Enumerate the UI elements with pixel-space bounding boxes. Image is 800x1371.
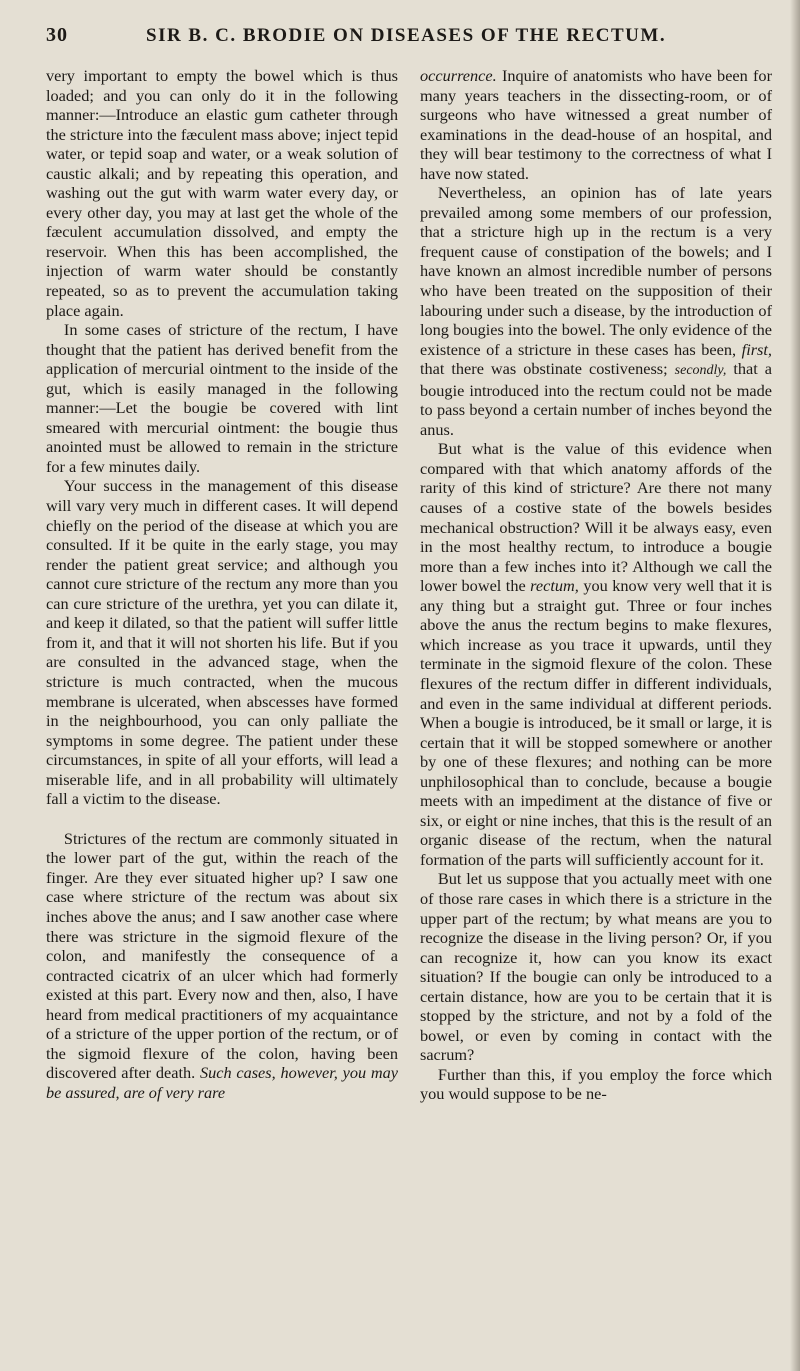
paragraph-text: Strictures of the rectum are commonly situated in the lower part of the gut, within the reach of the finger. Are they ever situated higher up? I saw one case where stricture of the rectum was about six inches above the anus; and I saw another case where there was stricture in the sigmoid flexure of the colon, and manifestly the consequence of a contracted cicatrix of an ulcer which had formerly existed at this part. Every now and then, also, I have heard from medical practitioners of my acquaintance of a stricture of the upper portion of the rectum, or of the sigmoid flexure of the colon, having been discovered after death.: [46, 828, 398, 1083]
italic-text: Such cases, however, you may be assured, are of very rare: [46, 1063, 399, 1102]
paragraph-text: Inquire of anatomists who have been for many years teachers in the dissecting-room, or of surgeons who have witnessed a great number of examinations in the dead-house of an hospital, and they will bear testimony to the correctness of what I have now stated.: [420, 66, 772, 183]
italic-text: occurrence.: [420, 66, 497, 85]
text-columns: [46, 66, 776, 1104]
paragraph: [46, 829, 398, 1103]
paragraph-text: But what is the value of this evidence when compared with that which anatomy affords of the rarity of this kind of stricture? Are there not many causes of a costive state of the bowels besides mechanical obstruction? Will it be always easy, even in the most healthy rectum, to introduce a bougie more than a few inches into it? Although we call the lower bowel the: [420, 439, 772, 596]
paragraph: Your success in the management of this disease will vary very much in different cases. It will depend chiefly on the period of the disease at which you are consulted. If it be quite in the early stage, you may render the patient great service; and although you cannot cure stricture of the rectum any more than you can cure stricture of the urethra, yet you can dilate it, and keep it dilated, so that the patient will suffer little from it, and that it will not shorten his life. But if you are consulted in the advanced stage, when the stricture is much contracted, when the mucous membrane is ulcerated, when abscesses have formed in the neighbourhood, you can only palliate the symptoms in some degree. The patient under these circumstances, in spite of all your efforts, will lead a miserable life, and in all probability will ultimately fall a victim to the disease.: [46, 476, 398, 809]
paragraph: But let us suppose that you actually meet with one of those rare cases in which there is a stricture in the upper part of the rectum; by what means are you to recognize the disease in the living person? Or, if you can recognize it, how can you know its exact situation? If the bougie can only be introduced to a certain distance, how are you to be certain that it is stopped by the stricture, and not by a fold of the bowel, or even by coming in contact with the sacrum?: [420, 869, 772, 1065]
paragraph: In some cases of stricture of the rectum, I have thought that the patient has derived benefit from the application of mercurial ointment to the inside of the gut, which is easily managed in the following manner:—Let the bougie be covered with lint smeared with mercurial ointment: the bougie thus anointed must be allowed to remain in the stricture for a few minutes daily.: [46, 320, 398, 476]
paragraph-text: that there was obstinate costiveness;: [420, 359, 668, 379]
right-column: [420, 66, 772, 1104]
italic-text: first,: [741, 339, 772, 359]
italic-text: rectum,: [530, 576, 579, 596]
left-column: [46, 66, 398, 1104]
paragraph-text: that a bougie introduced into the rectum could not be made to pass beyond a certain number of inches beyond the anus.: [420, 359, 772, 439]
paragraph: [420, 439, 772, 869]
paragraph: very important to empty the bowel which is thus loaded; and you can only do it in the following manner:—Introduce an elastic gum catheter through the stricture into the fæculent mass above; inject tepid water, or tepid soap and water, or a weak solution of caustic alkali; and by repeating this operation, and washing out the gut with warm water every day, or every other day, you may at last get the whole of the fæculent accumulation dissolved, and empty the reservoir. When this has been accomplished, the injection of warm water should be constantly repeated, so as to prevent the accumulation taking place again.: [46, 66, 398, 320]
paragraph: [420, 183, 772, 439]
page-number: 30: [46, 24, 68, 46]
paragraph: [420, 66, 772, 183]
page-header: [46, 24, 776, 58]
running-head: SIR B. C. BRODIE ON DISEASES OF THE RECTUM.: [146, 25, 667, 46]
paragraph-text: you know very well that it is any thing but a straight gut. Three or four inches above the anus the rectum begins to make flexures, which increase as you trace it upwards, until they terminate in the sigmoid flexure of the colon. These flexures of the rectum differ in different individuals, and even in the same individual at different periods. When a bougie is introduced, be it small or large, it is certain that it will be stopped somewhere or another by one of these flexures; and nothing can be more unphilosophical than to conclude, because a bougie meets with an impediment at the distance of five or six, or eight or nine inches, that this is the result of an organic disease of the rectum, when the natural formation of the parts will sufficiently account for it.: [420, 576, 772, 869]
paragraph: Further than this, if you employ the force which you would suppose to be ne-: [420, 1064, 772, 1104]
italic-text: secondly,: [674, 363, 727, 379]
paragraph-text: Nevertheless, an opinion has of late years prevailed among some members of our profession, that a stricture high up in the rectum is a very frequent cause of constipation of the bowels; and I have known an almost incredible number of persons who have been treated on the supposition of their labouring under such a disease, by the introduction of long bougies into the bowel. The only evidence of the existence of a stricture in these cases has been,: [420, 183, 772, 359]
